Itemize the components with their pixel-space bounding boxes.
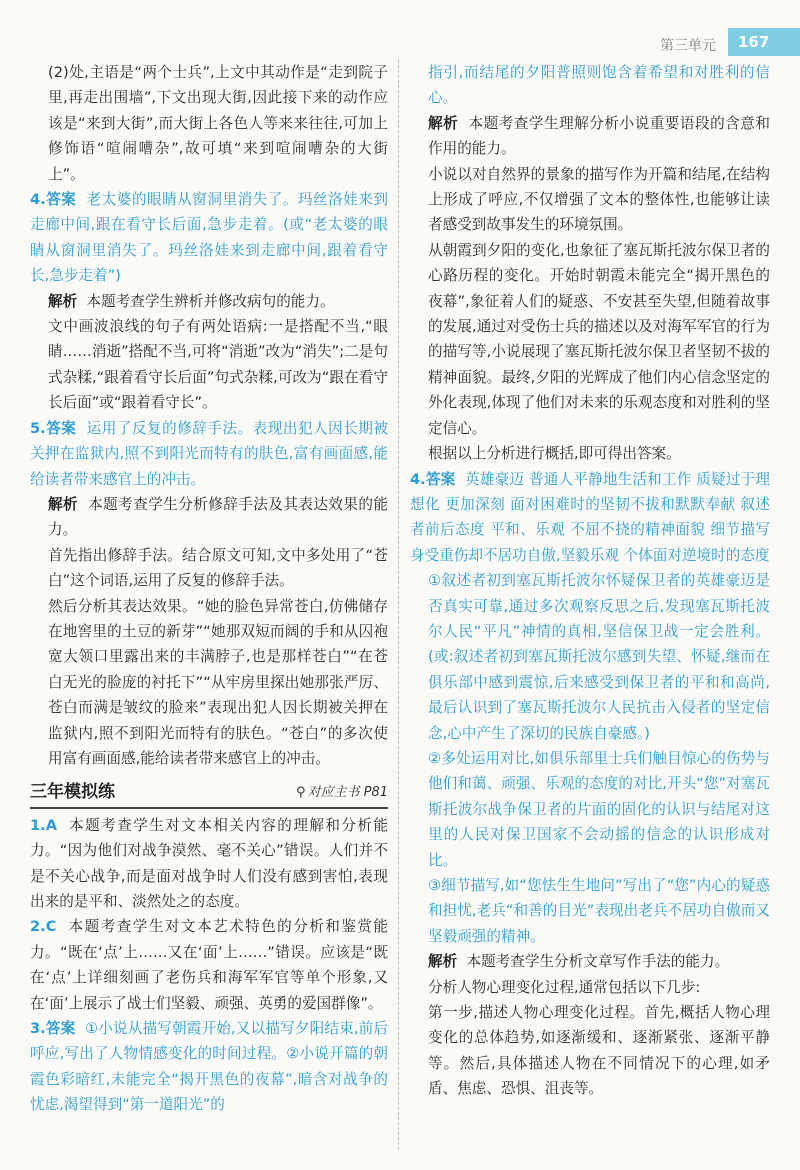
answer-s2 (30, 914, 388, 1016)
answer-text: ①小说从描写朝霞开始,又以描写夕阳结束,前后呼应,写出了人物情感变化的时间过程。②小说开篇的朝霞色彩暗红,未能完全“揭开黑色的夜幕”,暗含对战争的忧虑,渴望得到“第一道阳光”的 (30, 1020, 388, 1114)
answer-label: 答案 (45, 191, 77, 209)
right-column (410, 60, 770, 1102)
question-number: 5. (30, 419, 46, 437)
paragraph: 然后分析其表达效果。“她的脸色异常苍白,仿佛储存在地窖里的土豆的新芽”“她那双短而阔的手和从囚袍宽大领口里露出来的丰满脖子,也是那样苍白”“在苍白无光的脸庞的衬托下”“从牢房里探出她那张严厉、苍白而满是皱纹的脸来”表现出犯人因长期被关押在监狱内,照不到阳光而特有的肤色。“苍白”的多次使用富有画面感,能给读者带来感官上的冲击。 (48, 597, 388, 767)
paragraph: (2)处,主语是“两个士兵”,上文中其动作是“走到院子里,再走出围墙”,下文出现大街,因此接下来的动作应该是“来到大街”,而大街上各色人等来来往往,可加上修饰语“喧闹嘈杂”,故可填“来到喧闹嘈杂的大街上”。 (48, 64, 388, 183)
section-header (30, 779, 388, 808)
answer-keywords: 英雄豪迈 普通人平静地生活和工作 质疑过于理想化 更加深刻 面对困难时的坚韧不拔和默默奉献 叙述者前后态度 平和、乐观 不屈不挠的精神面貌 细节描写 身受重伤却不居功自傲,坚毅乐观 个体面对逆境时的态度 (410, 470, 770, 564)
paragraph: 小说以对自然界的景象的描写作为开篇和结尾,在结构上形成了呼应,不仅增强了文本的整体性,也能够让读者感受到故事发生的环境氛围。 (428, 165, 770, 234)
answer-q4 (30, 187, 388, 289)
analysis-text: 本题考查学生分析文章写作手法的能力。 (466, 953, 730, 971)
analysis-text: 本题考查学生分析修辞手法及其表达效果的能力。 (48, 495, 388, 539)
analysis-label: 解析 (48, 495, 79, 513)
analysis-label: 解析 (428, 114, 459, 132)
column-divider (398, 60, 399, 1150)
answer-r4 (410, 467, 770, 569)
question-number: 3. (30, 1020, 46, 1038)
answer-text: 老太婆的眼睛从窗洞里消失了。玛丝洛娃来到走廊中间,跟在看守长后面,急步走着。(或“老太婆的眼睛从窗洞里消失了。玛丝洛娃来到走廊中间,跟着看守长,急步走着”) (30, 191, 388, 285)
paragraph: 文中画波浪线的句子有两处语病:一是搭配不当,“眼睛……消逝”搭配不当,可将“消逝”改为“消失”;二是句式杂糅,“跟着看守长后面”句式杂糅,可改为“跟在看守长后面”或“跟着看守长”。 (48, 318, 388, 412)
question-number: 2.C (30, 918, 57, 936)
analysis-text: 本题考查学生辨析并修改病句的能力。 (86, 292, 335, 310)
analysis-text: 本题考查学生理解分析小说重要语段的含意和作用的能力。 (428, 114, 770, 158)
answer-q5 (30, 416, 388, 492)
analysis-q4 (30, 289, 388, 314)
answer-point: ②多处运用对比,如俱乐部里士兵们触目惊心的伤势与他们和蔼、顽强、乐观的态度的对比,开头“您”对塞瓦斯托波尔战争保卫者的片面的固化的认识与结尾对这里的人民对保卫国家不会动摇的信念的认识形成对比。 (428, 749, 770, 869)
question-number: 1.A (30, 816, 57, 834)
section-title: 三年模拟练 (30, 781, 115, 802)
answer-label: 答案 (45, 419, 77, 437)
search-icon: ⚲ (295, 785, 306, 801)
paragraph: 第一步,描述人物心理变化过程。首先,概括人物心理变化的总体趋势,如逐渐缓和、逐渐紧张、逐渐平静等。然后,具体描述人物在不同情况下的心理,如矛盾、焦虑、恐惧、沮丧等。 (428, 1004, 770, 1098)
analysis-label: 解析 (48, 292, 78, 310)
page-header (0, 28, 800, 58)
answer-point: ③细节描写,如“您怯生生地问”写出了“您”内心的疑惑和担忧,老兵“和善的目光”表现出老兵不居功自傲而又坚毅顽强的精神。 (428, 877, 770, 945)
answer-s1 (30, 813, 388, 915)
analysis-q5 (30, 492, 388, 543)
analysis-label: 解析 (428, 953, 458, 971)
answer-s3 (30, 1016, 388, 1118)
section-ref-text: 对应主书 P81 (307, 785, 388, 801)
answer-text: 本题考查学生对文本艺术特色的分析和鉴赏能力。“既在‘点’上……又在‘面’上……”错误。应该是“既在‘点’上详细刻画了老伤兵和海军军官等单个形象,又在‘面’上展示了战士们坚毅、顽强、英勇的爱国群像”。 (30, 918, 388, 1012)
question-number: 4. (30, 191, 46, 209)
answer-point: ①叙述者初到塞瓦斯托波尔怀疑保卫者的英雄豪迈是否真实可靠,通过多次观察反思之后,发现塞瓦斯托波尔人民“平凡”神情的真相,坚信保卫战一定会胜利。(或:叙述者初到塞瓦斯托波尔感到失望、怀疑,继而在俱乐部中感到震惊,后来感受到保卫者的平和和高尚,最后认识到了塞瓦斯托波尔人民抗击入侵者的坚定信念,心中产生了深切的民族自豪感。) (428, 572, 770, 742)
left-column (30, 60, 388, 1118)
answer-continued: 指引,而结尾的夕阳普照则饱含着希望和对胜利的信心。 (428, 64, 770, 107)
answer-label: 答案 (425, 470, 456, 488)
question-number: 4. (410, 470, 426, 488)
section-ref (296, 779, 388, 805)
paragraph: 首先指出修辞手法。结合原文可知,文中多处用了“苍白”这个词语,运用了反复的修辞手法。 (48, 546, 388, 590)
paragraph: 根据以上分析进行概括,即可得出答案。 (428, 445, 681, 463)
paragraph: 分析人物心理变化过程,通常包括以下几步: (428, 978, 701, 996)
analysis-r4 (410, 949, 770, 974)
unit-label: 第三单元 (660, 38, 716, 54)
analysis-q3 (410, 111, 770, 162)
answer-text: 本题考查学生对文本相关内容的理解和分析能力。“因为他们对战争漠然、毫不关心”错误。人们并不是不关心战争,而是面对战争时人们没有感到害怕,表现出来的是平和、淡然处之的态度。 (30, 816, 388, 910)
answer-text: 运用了反复的修辞手法。表现出犯人因长期被关押在监狱内,照不到阳光而特有的肤色,富有画面感,能给读者带来感官上的冲击。 (30, 419, 388, 488)
page-number: 167 (728, 28, 800, 56)
paragraph: 从朝霞到夕阳的变化,也象征了塞瓦斯托波尔保卫者的心路历程的变化。开始时朝霞未能完全“揭开黑色的夜幕”,象征着人们的疑惑、不安甚至失望,但随着故事的发展,通过对受伤士兵的描述以及对海军军官的行为的描写等,小说展现了塞瓦斯托波尔保卫者坚韧不拔的精神面貌。最终,夕阳的光辉成了他们内心信念坚定的外化表现,体现了他们对未来的乐观态度和对胜利的坚定信心。 (428, 241, 770, 437)
answer-label: 答案 (45, 1020, 76, 1038)
